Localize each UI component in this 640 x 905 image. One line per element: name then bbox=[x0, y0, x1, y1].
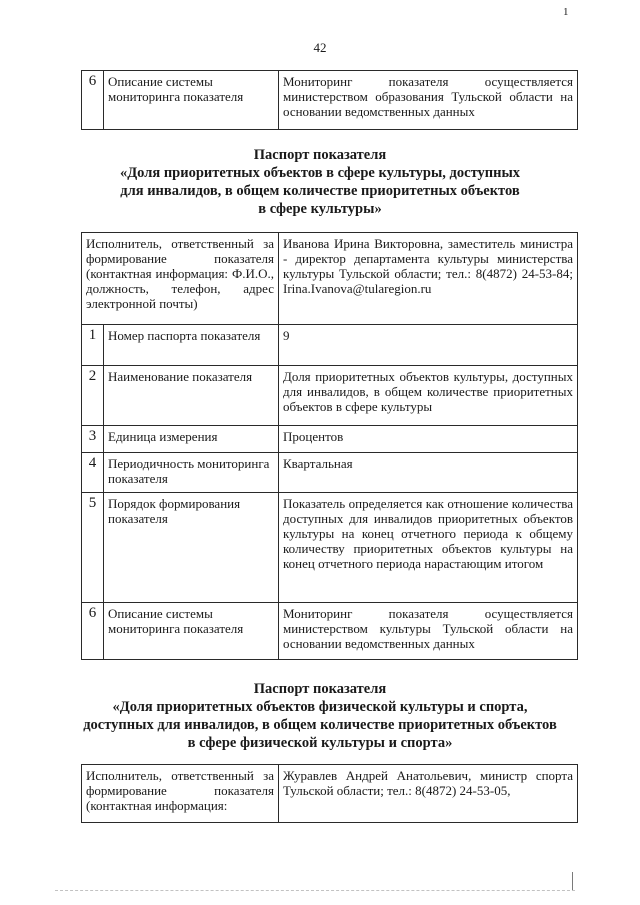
row-value: Доля приоритетных объектов культуры, доступных для инвалидов, в общем количестве приоритетных объектов в сфере культуры bbox=[279, 366, 578, 426]
row-label: Описание системы мониторинга показателя bbox=[104, 603, 279, 660]
row-number: 3 bbox=[82, 426, 104, 453]
row-label: Номер паспорта показателя bbox=[104, 325, 279, 366]
row-value: Показатель определяется как отношение количества доступных для инвалидов приоритетных объектов культуры на конец отчетного периода к общему количеству приоритетных объектов культуры на конец отчетного периода нарастающим итогом bbox=[279, 493, 578, 603]
table-row bbox=[82, 603, 578, 660]
row-label: Наименование показателя bbox=[104, 366, 279, 426]
page-number: 42 bbox=[313, 40, 327, 55]
table-row bbox=[82, 325, 578, 366]
table-row bbox=[82, 453, 578, 493]
table-row bbox=[82, 765, 578, 823]
heading-line: «Доля приоритетных объектов физической культуры и спорта, bbox=[112, 699, 528, 715]
row-label: Единица измерения bbox=[104, 426, 279, 453]
executor-value: Журавлев Андрей Анатольевич, министр спорта Тульской области; тел.: 8(4872) 24-53-05, bbox=[279, 765, 578, 823]
heading-line: для инвалидов, в общем количестве приоритетных объектов bbox=[120, 183, 520, 199]
row-label: Порядок формирования показателя bbox=[104, 493, 279, 603]
heading-line: в сфере культуры» bbox=[258, 201, 382, 217]
executor-value: Иванова Ирина Викторовна, заместитель министра - директор департамента культуры министерства культуры Тульской области; тел.: 8(4872) 24-53-84; Irina.Ivanova@tularegion.ru bbox=[279, 233, 578, 325]
row-value: Процентов bbox=[279, 426, 578, 453]
table-row bbox=[82, 233, 578, 325]
scan-artifact-tick bbox=[572, 872, 573, 890]
row-label: Описание системы мониторинга показателя bbox=[104, 71, 279, 130]
table-row bbox=[82, 71, 578, 130]
passport-table bbox=[81, 232, 578, 660]
table-continuation bbox=[81, 70, 578, 130]
heading-line: Паспорт показателя bbox=[253, 147, 387, 163]
table-row bbox=[82, 366, 578, 426]
table-row bbox=[82, 426, 578, 453]
row-value: Квартальная bbox=[279, 453, 578, 493]
passport-table bbox=[81, 764, 578, 823]
scan-artifact-line bbox=[55, 890, 575, 893]
executor-label: Исполнитель, ответственный за формирование показателя (контактная информация: bbox=[82, 765, 279, 823]
row-number: 4 bbox=[82, 453, 104, 493]
heading-line: Паспорт показателя bbox=[253, 681, 387, 697]
heading-line: доступных для инвалидов, в общем количестве приоритетных объектов bbox=[83, 717, 557, 733]
passport-heading bbox=[70, 146, 570, 218]
row-number: 6 bbox=[82, 71, 104, 130]
row-number: 5 bbox=[82, 493, 104, 603]
heading-line: «Доля приоритетных объектов в сфере культуры, доступных bbox=[119, 165, 521, 181]
corner-mark: 1 bbox=[563, 6, 569, 18]
row-number: 1 bbox=[82, 325, 104, 366]
row-value: Мониторинг показателя осуществляется министерством культуры Тульской области на основании ведомственных данных bbox=[279, 603, 578, 660]
row-value: Мониторинг показателя осуществляется министерством образования Тульской области на основании ведомственных данных bbox=[279, 71, 578, 130]
heading-line: в сфере физической культуры и спорта» bbox=[187, 735, 453, 751]
row-number: 2 bbox=[82, 366, 104, 426]
executor-label: Исполнитель, ответственный за формирование показателя (контактная информация: Ф.И.О., должность, телефон, адрес электронной почты) bbox=[82, 233, 279, 325]
row-label: Периодичность мониторинга показателя bbox=[104, 453, 279, 493]
table-row bbox=[82, 493, 578, 603]
row-number: 6 bbox=[82, 603, 104, 660]
row-value: 9 bbox=[279, 325, 578, 366]
passport-heading bbox=[70, 680, 570, 752]
